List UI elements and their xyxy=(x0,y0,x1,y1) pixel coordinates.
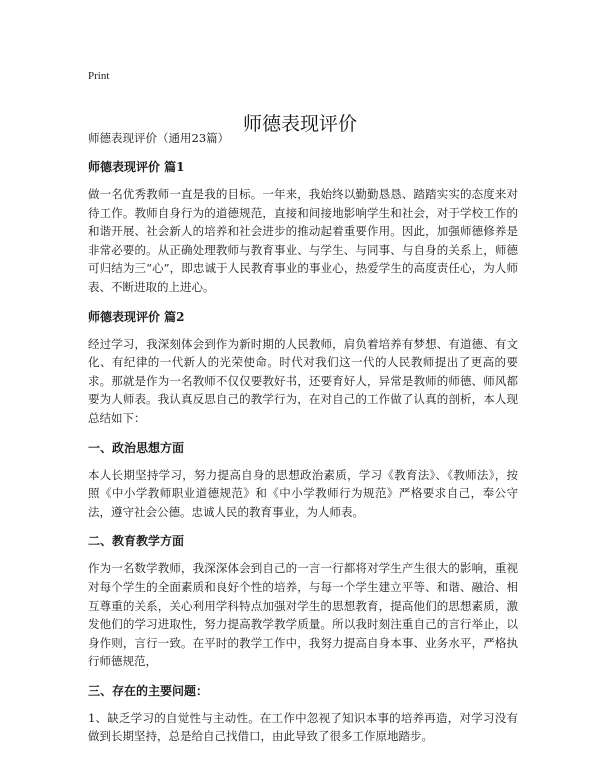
paragraph: 做一名优秀教师一直是我的目标。一年来，我始终以勤勤恳恳、踏踏实实的态度来对待工作。教师自身行为的道德规范，直接和间接地影响学生和社会，对于学校工作的和谐开展、社会新人的培养和社会进步的推动起着重要作用。因此，加强师德修养是非常必要的。从正确处理教师与教育事业、与学生、与同事、与自身的关系上，师德可归结为三“心”，即忠诚于人民教育事业的事业心，热爱学生的高度责任心，为人师表、不断进取的上进心。 xyxy=(88,187,518,294)
paragraph: 1、缺乏学习的自觉性与主动性。在工作中忽视了知识本事的培养再造，对学习没有做到长期坚持，总是给自己找借口，由此导致了很多工作原地踏步。 xyxy=(88,710,518,744)
document-subtitle: 师德表现评价（通用23篇） xyxy=(88,131,230,145)
section-heading: 一、政治思想方面 xyxy=(88,440,185,455)
section-problems xyxy=(88,683,518,746)
paragraph: 经过学习，我深刻体会到作为新时期的人民教师，肩负着培养有梦想、有道德、有文化、有纪律的一代新人的光荣使命。时代对我们这一代的人民教师提出了更高的要求。那就是作为一名教师不仅仅要教好书，还要育好人，异常是教师的师德、师风都要为人师表。我认真反思自己的教学行为，在对自己的工作做了认真的剖析，本人现总结如下： xyxy=(88,336,518,425)
section-teaching xyxy=(88,533,518,671)
section-heading: 三、存在的主要问题： xyxy=(88,683,209,698)
section-heading: 师德表现评价 篇2 xyxy=(88,309,185,324)
document-body xyxy=(88,130,518,758)
section-heading: 师德表现评价 篇1 xyxy=(88,160,185,174)
section-political xyxy=(88,440,518,522)
section-article-1 xyxy=(88,159,518,297)
page-title: 师德表现评价 xyxy=(242,112,357,135)
section-heading: 二、教育教学方面 xyxy=(88,534,185,549)
section-article-2 xyxy=(88,309,518,428)
paragraph: 作为一名数学教师，我深深体会到自己的一言一行都将对学生产生很大的影响，重视对每个学生的全面素质和良好个性的培养，与每一个学生建立平等、和谐、融洽、相互尊重的关系，关心利用学科特点加强对学生的思想教育，提高他们的思想素质，激发他们的学习进取性，努力提高教学教学质量。所以我时刻注重自己的言行举止，以身作则，言行一致。在平时的教学工作中，我努力提高自身本事、业务水平，严格执行师德规范， xyxy=(88,561,518,669)
print-link[interactable]: Print xyxy=(88,70,110,82)
paragraph: 本人长期坚持学习，努力提高自身的思想政治素质，学习《教育法》、《教师法》，按照《中小学教师职业道德规范》和《中小学教师行为规范》严格要求自己，奉公守法，遵守社会公德。忠诚人民的教育事业，为人师表。 xyxy=(88,467,518,519)
